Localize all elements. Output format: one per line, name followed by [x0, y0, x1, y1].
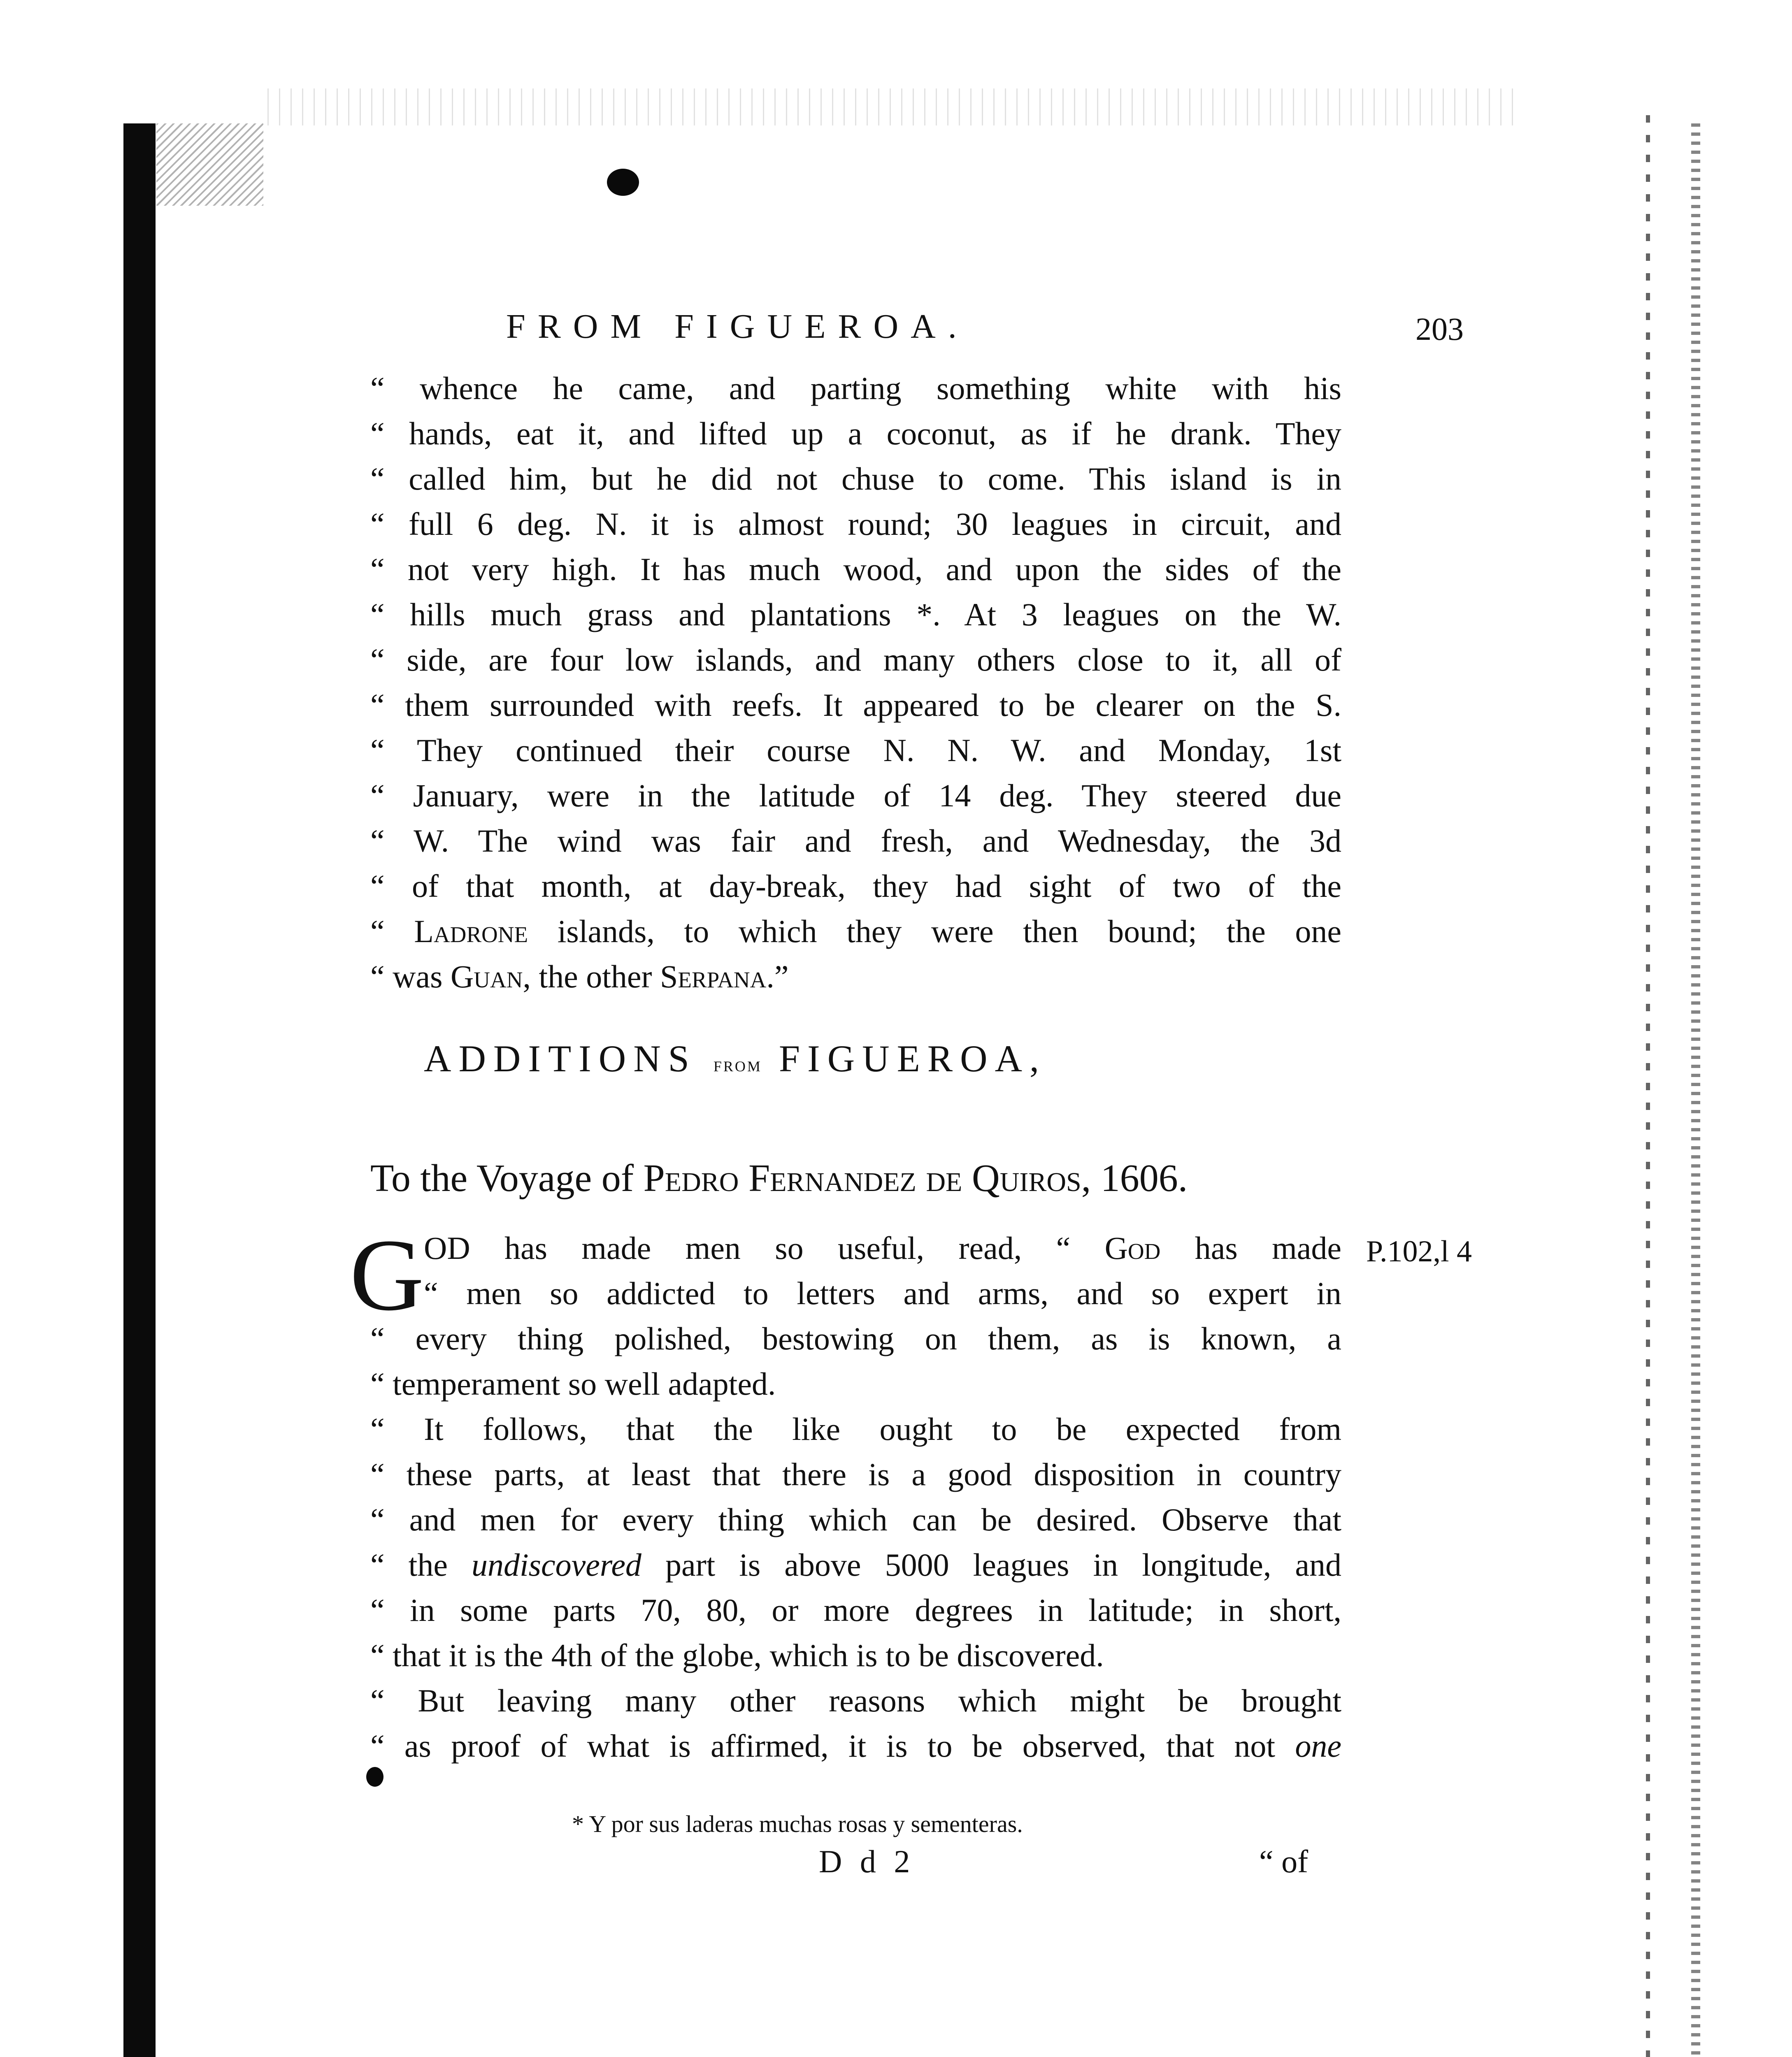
page-edge-shadow	[1691, 123, 1700, 2057]
text-line: “ But leaving many other reasons which might be brought	[370, 1683, 1341, 1718]
catchword: “ of	[1259, 1843, 1309, 1879]
scan-noise	[267, 88, 1522, 125]
text-line: “ They continued their course N. N. W. and Monday, 1st	[370, 732, 1341, 768]
text-line: “ and men for every thing which can be desired. Observe that	[370, 1502, 1341, 1537]
person-name: Pedro Fernandez de Quiros	[643, 1157, 1081, 1200]
signature-mark: D d 2	[819, 1843, 915, 1879]
text-line: “ side, are four low islands, and many others close to it, all of	[370, 642, 1341, 678]
text-line: “ men so addicted to letters and arms, and so expert in	[424, 1275, 1341, 1311]
ink-blot	[366, 1767, 384, 1787]
place-name: Serpana	[660, 959, 767, 994]
text-line: “ temperament so well adapted.	[370, 1366, 776, 1402]
text-line: “ that it is the 4th of the globe, which is to be discovered.	[370, 1637, 1104, 1673]
page-edge-shadow	[1646, 115, 1650, 2057]
page-number: 203	[1415, 311, 1464, 347]
section-title: ADDITIONS from FIGUEROA,	[424, 1038, 1047, 1080]
text-line: “ was Guan, the other Serpana.”	[370, 959, 789, 994]
text-line: “ W. The wind was fair and fresh, and Wednesday, the 3d	[370, 823, 1341, 859]
text-line: “ Ladrone islands, to which they were then bound; the one	[370, 913, 1341, 949]
italic-word: undiscovered	[471, 1547, 641, 1583]
text-line: “ whence he came, and parting something white with his	[370, 370, 1341, 406]
italic-word: one	[1295, 1728, 1341, 1764]
text-line: “ them surrounded with reefs. It appeared to be clearer on the S.	[370, 687, 1341, 723]
text-line: “ not very high. It has much wood, and upon the sides of the	[370, 551, 1341, 587]
text-line: “ every thing polished, bestowing on them, as is known, a	[370, 1321, 1341, 1356]
drop-cap: G	[350, 1218, 424, 1332]
footnote: * Y por sus laderas muchas rosas y sementeras.	[572, 1811, 1023, 1837]
text-line: OD has made men so useful, read, “ God has made	[424, 1230, 1341, 1266]
text-line: “ in some parts 70, 80, or more degrees in latitude; in short,	[370, 1592, 1341, 1628]
text-line: “ hills much grass and plantations *. At 3 leagues on the W.	[370, 597, 1341, 632]
ink-blot	[607, 169, 639, 196]
binding-shadow	[123, 123, 156, 2057]
section-subtitle: To the Voyage of Pedro Fernandez de Quiros, 1606.	[370, 1157, 1188, 1200]
text-line: “ called him, but he did not chuse to come. This island is in	[370, 461, 1341, 497]
place-name: Guan	[450, 959, 523, 994]
text-line: “ the undiscovered part is above 5000 leagues in longitude, and	[370, 1547, 1341, 1583]
text-line: “ these parts, at least that there is a good disposition in country	[370, 1456, 1341, 1492]
text-line: “ full 6 deg. N. it is almost round; 30 leagues in circuit, and	[370, 506, 1341, 542]
text-line: “ January, were in the latitude of 14 deg. They steered due	[370, 778, 1341, 813]
running-head: FROM FIGUEROA.	[506, 307, 969, 346]
scan-smudge	[156, 123, 263, 206]
place-name: Ladrone	[414, 913, 528, 949]
text-line: “ hands, eat it, and lifted up a coconut, as if he drank. They	[370, 416, 1341, 451]
margin-reference: P.102,l 4	[1366, 1235, 1472, 1268]
text-line: “ of that month, at day-break, they had sight of two of the	[370, 868, 1341, 904]
text-line: “ It follows, that the like ought to be expected from	[370, 1411, 1341, 1447]
text-line: “ as proof of what is affirmed, it is to be observed, that not one	[370, 1728, 1341, 1764]
